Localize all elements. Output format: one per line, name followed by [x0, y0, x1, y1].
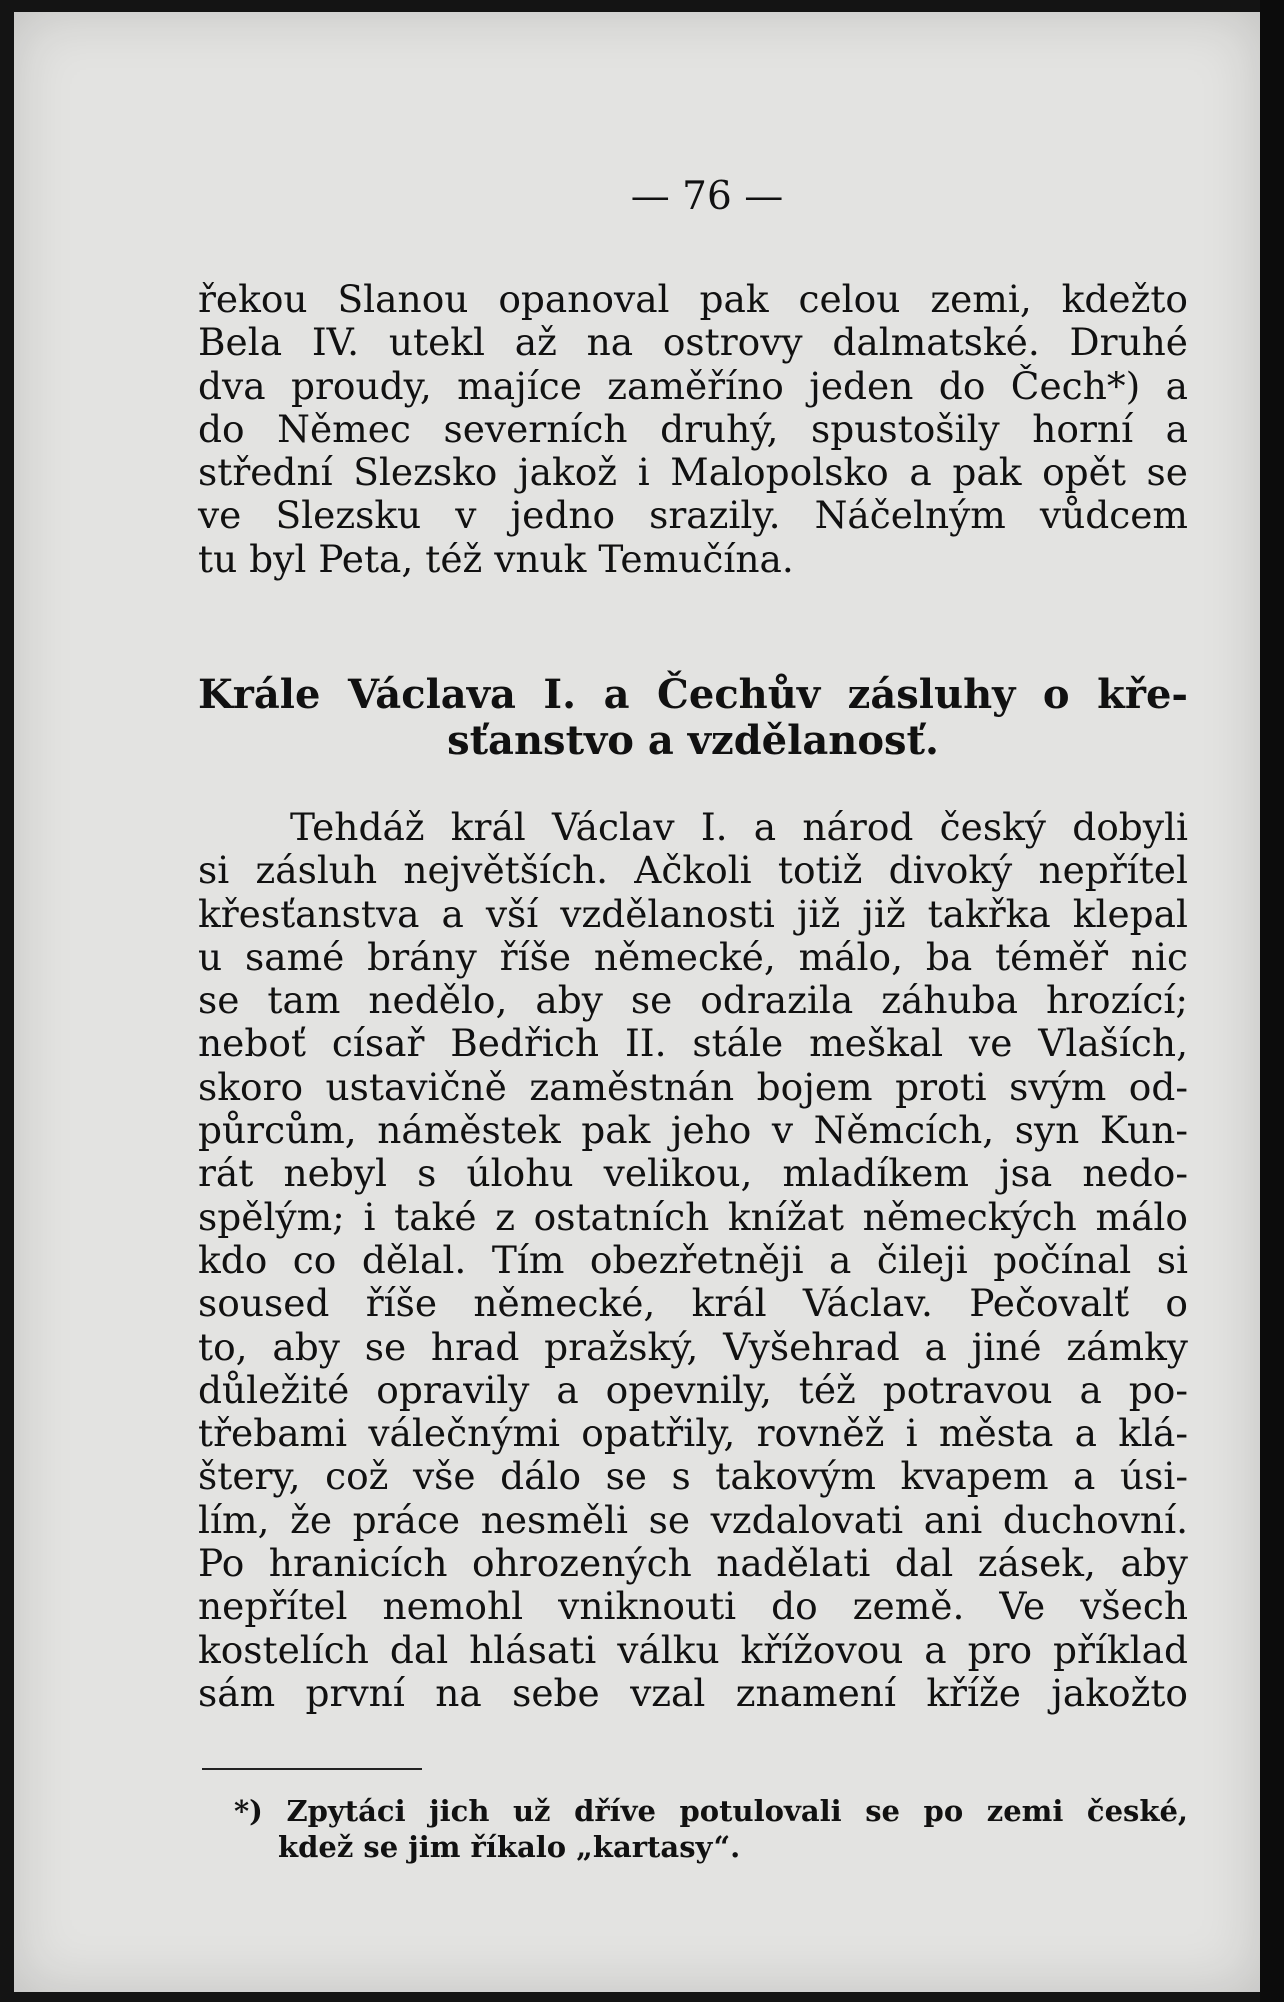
text-line: nepřítel nemohl vniknouti do země. Ve všech: [198, 1584, 1188, 1629]
paragraph-2: [198, 806, 1188, 1715]
text-line: kostelích dal hlásati válku křížovou a pro příklad: [198, 1627, 1188, 1672]
scan-edge: [1260, 0, 1284, 2002]
heading-line: Krále Václava I. a Čechův zásluhy o kře-: [198, 671, 1188, 718]
text-line: střední Slezsko jakož i Malopolsko a pak opět se: [198, 450, 1188, 495]
text-line: soused říše německé, král Václav. Pečovalť o: [198, 1281, 1188, 1326]
text-line: třebami válečnými opatřily, rovněž i města a klá-: [198, 1411, 1188, 1456]
text-line: Bela IV. utekl až na ostrovy dalmatské. Druhé: [198, 320, 1188, 365]
text-line: to, aby se hrad pražský, Vyšehrad a jiné zámky: [198, 1324, 1188, 1369]
text-line: řekou Slanou opanoval pak celou zemi, kdežto: [198, 277, 1188, 321]
heading-line: sťanstvo a vzdělanosť.: [447, 717, 939, 764]
text-line: dva proudy, majíce zaměříno jeden do Čech*) a: [198, 363, 1188, 408]
footnote-line: kdež se jim říkalo „kartasy“.: [278, 1830, 741, 1864]
text-line: štery, což vše dálo se s takovým kvapem a úsi-: [198, 1454, 1188, 1499]
text-line: se tam nedělo, aby se odrazila záhuba hrozící;: [198, 978, 1188, 1023]
text-line: důležité opravily a opevnily, též potravou a po-: [198, 1367, 1188, 1412]
text-line: do Němec severních druhý, spustošily horní a: [198, 406, 1188, 451]
text-line: ve Slezsku v jedno srazily. Náčelným vůdcem: [198, 493, 1188, 538]
text-line: si zásluh největších. Ačkoli totiž divoký nepřítel: [198, 848, 1188, 893]
text-line: Tehdáž král Václav I. a národ český dobyli: [290, 805, 1188, 849]
text-line: sám první na sebe vzal znamení kříže jakožto: [198, 1670, 1188, 1715]
footnote-line: *) Zpytáci jich už dříve potulovali se po zemi české,: [234, 1794, 1188, 1828]
text-line: Po hranicích ohrozených nadělati dal zásek, aby: [198, 1541, 1188, 1586]
text-line: rát nebyl s úlohu velikou, mladíkem jsa nedo-: [198, 1151, 1188, 1196]
footnote-divider: [202, 1768, 422, 1770]
text-line: tu byl Peta, též vnuk Temučína.: [198, 536, 794, 581]
text-line: neboť císař Bedřich II. stále meškal ve Vlaších,: [198, 1021, 1188, 1066]
text-line: křesťanstva a vší vzdělanosti již již takřka klepal: [198, 891, 1188, 936]
text-line: lím, že práce nesměli se vzdalovati ani duchovní.: [198, 1497, 1188, 1542]
paragraph-1: [198, 278, 1188, 581]
page-number: — 76 —: [630, 174, 784, 219]
text-line: půrcům, náměstek pak jeho v Němcích, syn Kun-: [198, 1108, 1188, 1153]
text-line: skoro ustavičně zaměstnán bojem proti svým od-: [198, 1064, 1188, 1109]
text-line: spělým; i také z ostatních knížat německých málo: [198, 1194, 1188, 1239]
footnote: [234, 1793, 1188, 1865]
text-line: u samé brány říše německé, málo, ba téměř nic: [198, 934, 1188, 979]
text-line: kdo co dělal. Tím obezřetněji a čileji počínal si: [198, 1237, 1188, 1282]
book-page: [14, 12, 1260, 1992]
section-heading: [198, 672, 1188, 764]
